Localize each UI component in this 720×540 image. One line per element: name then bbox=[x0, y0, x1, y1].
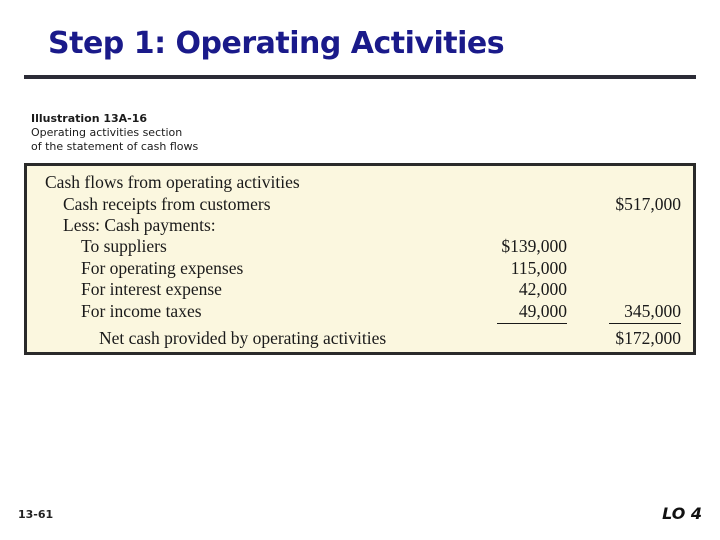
payment-label: For operating expenses bbox=[81, 258, 244, 278]
payment-label: For interest expense bbox=[81, 279, 222, 299]
payment-amount: $139,000 bbox=[501, 236, 567, 256]
payment-label: For income taxes bbox=[81, 301, 202, 321]
less-row bbox=[27, 215, 693, 236]
total-underline bbox=[609, 323, 681, 324]
payment-row bbox=[27, 301, 693, 322]
caption-line-1: Operating activities section bbox=[31, 126, 183, 139]
payment-amount: 42,000 bbox=[518, 279, 567, 299]
payment-amount: 115,000 bbox=[510, 258, 567, 278]
subtotal-underline bbox=[497, 323, 567, 324]
caption-line-2: of the statement of cash flows bbox=[31, 140, 199, 153]
page-number: 13-61 bbox=[18, 508, 54, 521]
illustration-caption bbox=[31, 112, 198, 154]
payments-total: 345,000 bbox=[624, 301, 681, 321]
caption-title: Illustration 13A-16 bbox=[31, 112, 148, 125]
payment-amount: 49,000 bbox=[518, 301, 567, 321]
receipts-label: Cash receipts from customers bbox=[63, 194, 271, 214]
payment-row bbox=[27, 279, 693, 300]
payment-label: To suppliers bbox=[81, 236, 167, 256]
net-cash-label: Net cash provided by operating activities bbox=[99, 328, 387, 348]
statement-heading: Cash flows from operating activities bbox=[45, 172, 300, 192]
net-cash-row bbox=[27, 328, 693, 349]
payment-row bbox=[27, 236, 693, 257]
slide-title: Step 1: Operating Activities bbox=[48, 26, 505, 61]
receipts-amount: $517,000 bbox=[615, 194, 681, 214]
net-cash-amount: $172,000 bbox=[615, 328, 681, 348]
less-label: Less: Cash payments: bbox=[63, 215, 216, 235]
payment-row bbox=[27, 258, 693, 279]
learning-objective: LO 4 bbox=[662, 504, 702, 523]
receipts-row bbox=[27, 194, 693, 215]
statement-heading-row bbox=[27, 172, 693, 193]
title-divider bbox=[24, 75, 696, 79]
cash-flow-statement bbox=[24, 163, 696, 355]
